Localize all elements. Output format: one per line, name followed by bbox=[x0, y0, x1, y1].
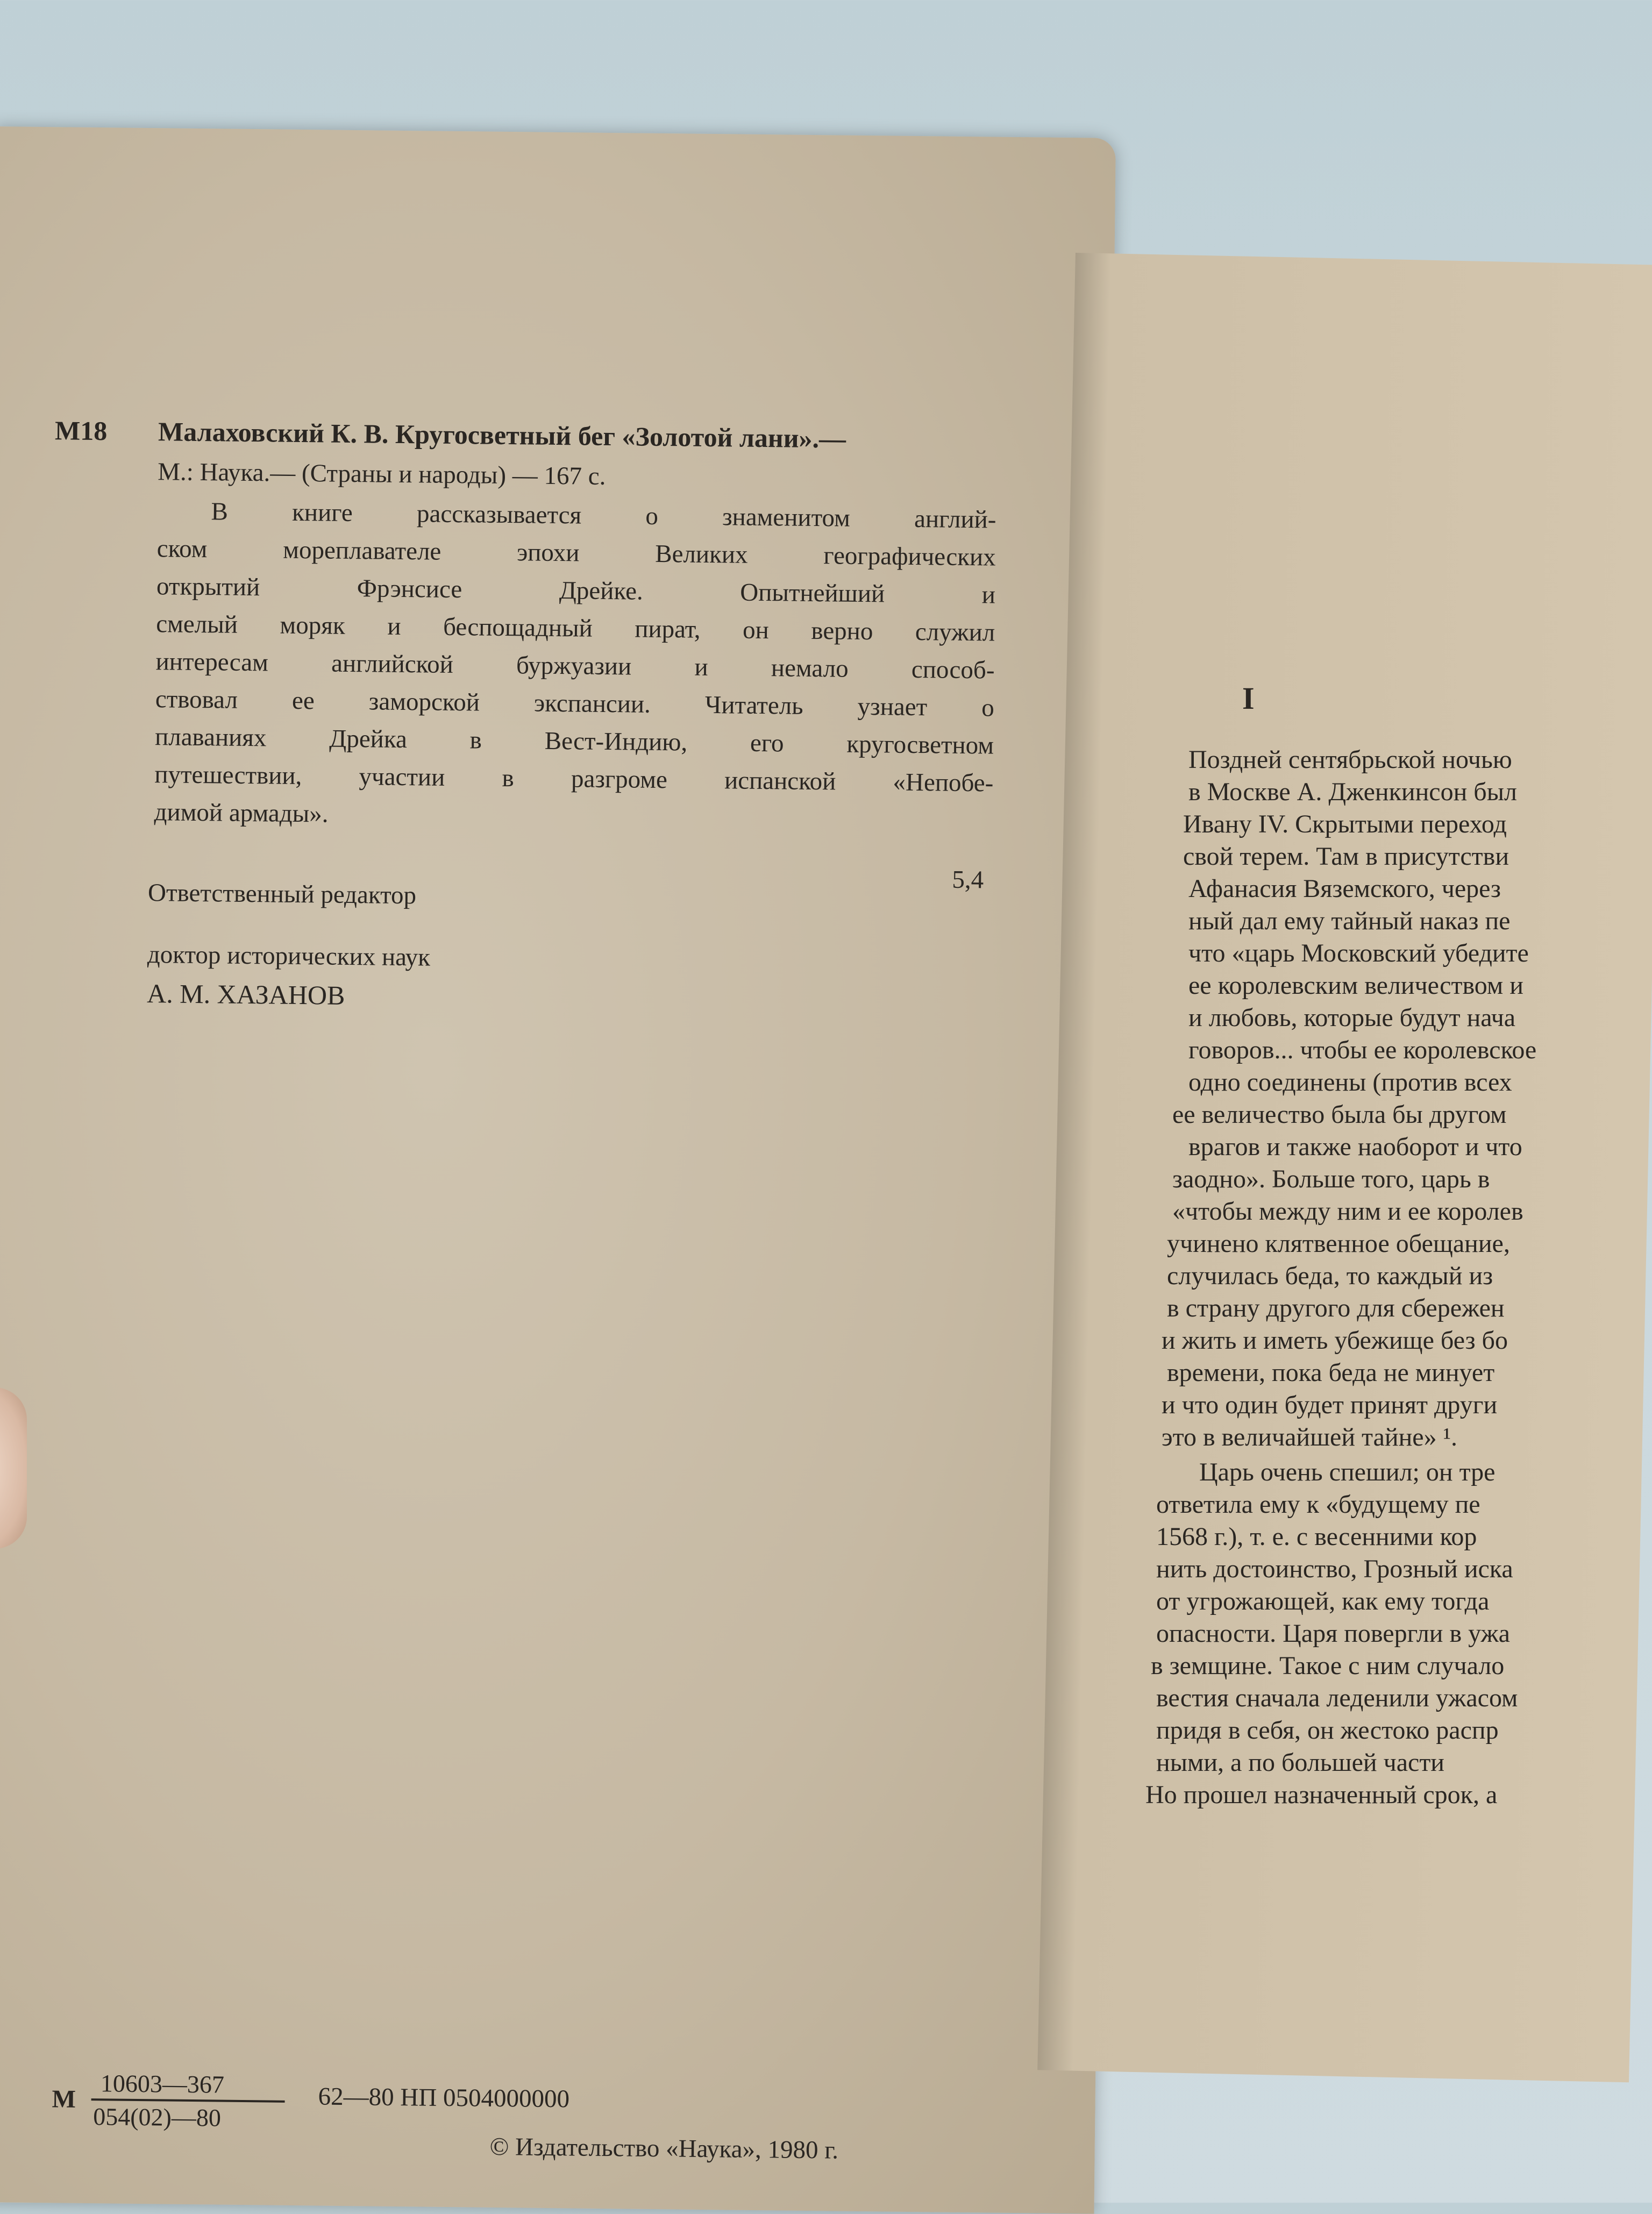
right-text-line: одно соединены (против всех bbox=[1188, 1068, 1512, 1097]
book-title-line: Малаховский К. В. Кругосветный бег «Золотой лани».— bbox=[158, 416, 846, 454]
right-text-line: заодно». Больше того, царь в bbox=[1172, 1165, 1490, 1193]
right-text-line: Царь очень спешил; он тре bbox=[1199, 1458, 1496, 1486]
editor-name: А. М. ХАЗАНОВ bbox=[146, 978, 345, 1010]
right-text-line: вестия сначала леденили ужасом bbox=[1156, 1684, 1518, 1712]
abstract-line: интересам английской буржуазии и немало способ- bbox=[155, 647, 995, 685]
right-text-line: придя в себя, он жестоко распр bbox=[1156, 1716, 1499, 1745]
right-text-line: свой терем. Там в присутстви bbox=[1183, 842, 1509, 871]
right-text-line: времени, пока беда не минует bbox=[1167, 1358, 1495, 1387]
abstract-line: путешествии, участии в разгроме испанской «Непобе- bbox=[154, 760, 994, 798]
right-text-line: это в величайшей тайне» ¹. bbox=[1162, 1423, 1457, 1451]
catalog-letter: М bbox=[52, 2085, 76, 2113]
right-text-line: Но прошел назначенный срок, а bbox=[1145, 1781, 1498, 1809]
copyright-line: © Издательство «Наука», 1980 г. bbox=[489, 2132, 839, 2165]
abstract-line: ском мореплавателе эпохи Великих географических bbox=[156, 535, 996, 572]
right-text-line: от угрожающей, как ему тогда bbox=[1156, 1587, 1490, 1615]
right-text-line: нить достоинство, Грозный иска bbox=[1156, 1555, 1513, 1583]
bib-code: М18 bbox=[54, 415, 108, 446]
catalog-rest: 62—80 НП 0504000000 bbox=[318, 2082, 570, 2113]
editor-degree: доктор исторических наук bbox=[147, 941, 431, 972]
abstract-line: смелый моряк и беспощадный пират, он верно служил bbox=[156, 610, 995, 647]
imprint-line: М.: Наука.— (Страны и народы) — 167 с. bbox=[158, 458, 606, 490]
right-text-line: и любовь, которые будут нача bbox=[1188, 1003, 1516, 1032]
right-text-line: «чтобы между ним и ее королев bbox=[1172, 1197, 1523, 1226]
catalog-numerator: 10603—367 bbox=[100, 2069, 225, 2098]
right-text-line: ее королевским величеством и bbox=[1188, 971, 1523, 1000]
right-text-line: ответила ему к «будущему пе bbox=[1156, 1490, 1480, 1519]
right-text-line: врагов и также наоборот и что bbox=[1188, 1133, 1522, 1161]
right-text-line: говоров... чтобы ее королевское bbox=[1188, 1036, 1537, 1064]
price-code: 5,4 bbox=[952, 865, 984, 894]
right-text-line: Ивану IV. Скрытыми переход bbox=[1183, 810, 1507, 838]
abstract-line: плаваниях Дрейка в Вест-Индию, его кругосветном bbox=[154, 723, 994, 760]
section-number: I bbox=[1242, 681, 1255, 716]
right-text-line: в Москве А. Дженкинсон был bbox=[1188, 778, 1517, 806]
right-text-line: ный дал ему тайный наказ пе bbox=[1188, 907, 1511, 935]
abstract-line: В книге рассказывается о знаменитом англий- bbox=[211, 497, 996, 534]
right-text-line: в земщине. Такое с ним случало bbox=[1151, 1651, 1505, 1680]
right-text-line: Афанасия Вяземского, через bbox=[1188, 874, 1501, 903]
abstract-line: ствовал ее заморской экспансии. Читатель узнает о bbox=[155, 685, 995, 722]
right-text-line: опасности. Царя повергли в ужа bbox=[1156, 1619, 1510, 1648]
abstract-line: открытий Фрэнсисе Дрейке. Опытнейший и bbox=[156, 572, 996, 609]
abstract-line: димой армады». bbox=[154, 798, 329, 828]
catalog-denominator: 054(02)—80 bbox=[92, 2103, 222, 2132]
right-text-line: и что один будет принят други bbox=[1162, 1391, 1498, 1419]
left-book-page bbox=[0, 126, 1116, 2214]
right-text-line: ее величество была бы другом bbox=[1172, 1100, 1507, 1129]
right-text-line: учинено клятвенное обещание, bbox=[1167, 1229, 1510, 1258]
right-text-line: ными, а по большей части bbox=[1156, 1748, 1444, 1777]
editor-role: Ответственный редактор bbox=[147, 879, 417, 910]
finger bbox=[0, 1387, 27, 1549]
right-text-line: Поздней сентябрьской ночью bbox=[1188, 745, 1512, 774]
right-text-line: что «царь Московский убедите bbox=[1188, 939, 1529, 967]
right-text-line: случилась беда, то каждый из bbox=[1167, 1262, 1493, 1290]
right-text-line: в страну другого для сбережен bbox=[1167, 1294, 1505, 1322]
right-text-line: 1568 г.), т. е. с весенними кор bbox=[1156, 1522, 1477, 1551]
right-text-line: и жить и иметь убежище без бо bbox=[1162, 1326, 1508, 1355]
